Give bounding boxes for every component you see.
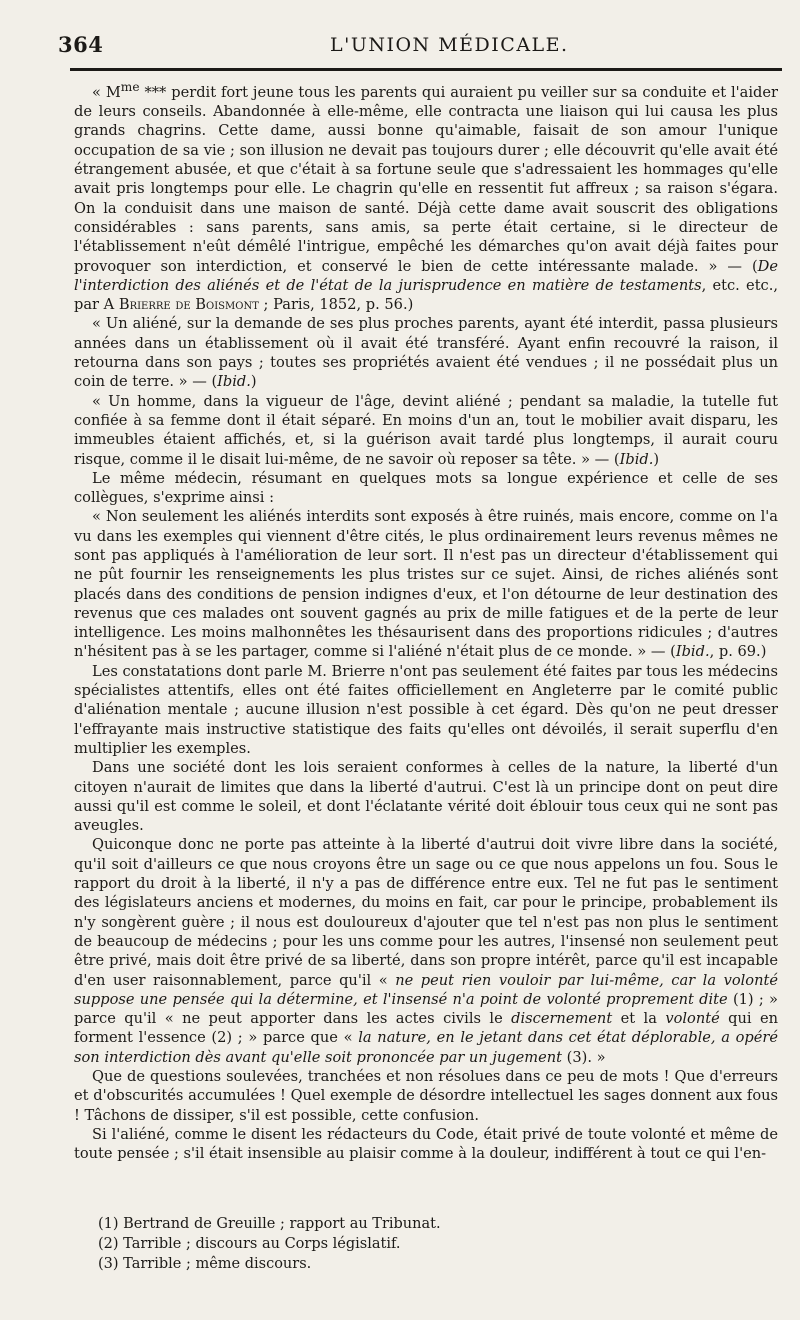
small-caps-run: Brierre de Boismont <box>118 296 259 314</box>
page-header <box>0 28 800 64</box>
footnote: (3) Tarrible ; même discours. <box>98 1256 312 1272</box>
text-run: qui en forment l'essence (2) ; » parce que « <box>74 1010 778 1047</box>
italic-run: Ibid. <box>675 643 710 661</box>
text-run: Les constatations dont parle M. Brierre n'ont pas seulement été faites par tous les médecins spécialistes attentifs, elles ont été faites officiellement en Angleterre par le comité public d'aliénation mentale ; aucune illusion n'est possible à cet égard. Dès qu'on ne peut dresser l'effrayante mais instructive statistique des faits qu'elles ont dévoilés, il serait superflu d'en multiplier les exemples. <box>74 662 778 757</box>
text-run: (3). » <box>562 1048 606 1066</box>
page-number: 364 <box>58 32 104 57</box>
text-run: ) <box>653 450 660 468</box>
footnote: (2) Tarrible ; discours au Corps législatif. <box>98 1236 401 1252</box>
paragraph <box>74 758 778 835</box>
paragraph <box>74 662 778 758</box>
text-run: , etc. etc., par A <box>74 276 779 314</box>
text-run: Le même médecin, résumant en quelques mots sa longue expérience et celle de ses collègues, s'exprime ainsi : <box>74 469 778 507</box>
italic-run: ne peut rien vouloir par lui-même, car la volonté suppose une pensée qui la détermine, et l'insensé n'a point de volonté proprement dite <box>74 971 778 1008</box>
superscript-run: me <box>120 80 140 94</box>
text-run: Si l'aliéné, comme le disent les rédacteurs du Code, était privé de toute volonté et même de toute pensée ; s'il était insensible au plaisir comme à la douleur, indifférent à tout ce qui l'en- <box>74 1125 778 1163</box>
paragraph <box>74 1125 778 1164</box>
paragraph <box>74 392 778 469</box>
italic-run: De l'interdiction des aliénés et de l'état de la jurisprudence en matière de testaments <box>74 257 778 294</box>
text-run: « M <box>92 83 121 101</box>
text-run: ; Paris, 1852, p. 56.) <box>258 296 414 314</box>
text-run: et la <box>612 1010 666 1028</box>
text-run: Quiconque donc ne porte pas atteinte à la liberté d'autrui doit vivre libre dans la société, qu'il soit d'ailleurs ce que nous croyons être un sage ou ce que nous appelons un fou. Sous le rapport du droit à la liberté, il n'y a pas de différence entre eux. Tel ne fut pas le sentiment des législateurs anciens et modernes, du moins en fait, car pour le principe, probablement ils n'y songèrent guère ; il nous est douloureux d'ajouter que tel n'est pas non plus le sentiment de beaucoup de médecins ; pour les uns comme pour les autres, l'insensé non seulement peut être privé, mais doit être privé de sa liberté, dans son propre intérêt, parce qu'il est incapable d'en user raisonnablement, parce qu'il « <box>74 836 778 989</box>
text-run: Que de questions soulevées, tranchées et non résolues dans ce peu de mots ! Que d'erreurs et d'obscurités accumulées ! Quel exemple de désordre intellectuel les sages donnent aux fous ! Tâchons de dissiper, s'il est possible, cette confusion. <box>74 1068 778 1124</box>
text-run: , p. 69.) <box>709 643 767 661</box>
italic-run: discernement <box>511 1010 613 1028</box>
italic-run: la nature, en le jetant dans cet état déplorable, a opéré son interdiction dès avant qu'elle soit prononcée par un jugement <box>74 1029 778 1066</box>
footnotes <box>98 1214 758 1274</box>
body-text <box>74 78 778 1163</box>
text-run: « Non seulement les aliénés interdits sont exposés à être ruinés, mais encore, comme on l'a vu dans les exemples qui viennent d'être cités, le plus ordinairement leurs revenus mêmes ne sont pas appliqués à l'amélioration de leur sort. Il n'est pas un directeur d'établissement qui ne pût fournir les renseignements les plus tristes sur ce sujet. Ainsi, de riches aliénés sont placés dans des conditions de pension indignes d'eux, et l'on détourne de leur destination des revenus que ces malades ont souvent gagnés au prix de mille fatigues et de la perte de leur intelligence. Les moins malhonnêtes les thésaurisent dans des proportions ridicules ; d'autres n'hésitent pas à se les partager, comme si l'aliéné n'était plus de ce monde. » — ( <box>74 508 778 661</box>
text-run: (1) ; » parce qu'il « ne peut apporter dans les actes civils le <box>74 990 778 1028</box>
paragraph <box>74 507 778 661</box>
italic-run: volonté <box>665 1010 720 1028</box>
text-run: « Un aliéné, sur la demande de ses plus proches parents, ayant été interdit, passa plusieurs années dans un établissement où il avait été transféré. Ayant enfin recouvré la raison, il retourna dans son pays ; toutes ses propriétés avaient été vendues ; il ne possédait plus un coin de terre. » — ( <box>74 315 778 391</box>
paragraph <box>74 78 778 314</box>
paragraph <box>74 1067 778 1125</box>
text-run: « Un homme, dans la vigueur de l'âge, devint aliéné ; pendant sa maladie, la tutelle fut confiée à sa femme dont il était séparé. En moins d'un an, tout le mobilier avait disparu, les immeubles étaient affichés, et, si la guérison avait tardé plus longtemps, il aurait couru risque, comme il le disait lui-même, de ne savoir où reposer sa tête. » — ( <box>74 392 778 468</box>
header-rule <box>70 68 782 71</box>
paragraph <box>74 469 778 508</box>
italic-run: Ibid. <box>619 450 654 468</box>
text-run: *** perdit fort jeune tous les parents qui auraient pu veiller sur sa conduite et l'aider de leurs conseils. Abandonnée à elle-même, elle contracta une liaison qui lui causa les plus grands chagrins. Cette dame, aussi bonne qu'aimable, faisait de son amour l'unique occupation de sa vie ; son illusion ne devait pas toujours durer ; elle découvrit qu'elle avait été étrangement abusée, et que c'était à sa fortune seule que s'adressaient les hommages qu'elle avait pris longtemps pour elle. Le chagrin qu'elle en ressentit fut affreux ; sa raison s'égara. On la conduisit dans une maison de santé. Déjà cette dame avait souscrit des obligations considérables : sans parents, sans amis, sa perte était certaine, si le directeur de l'établissement n'eût démêlé l'intrigue, empêché les démarches qu'on avait déjà faites pour provoquer son interdiction, et conservé le bien de cette intéressante malade. » — ( <box>74 83 779 275</box>
italic-run: Ibid. <box>217 373 251 391</box>
text-run: Dans une société dont les lois seraient conformes à celles de la nature, la liberté d'un citoyen n'aurait de limites que dans la liberté d'autrui. C'est là un principe dont on peut dire aussi qu'il est comme le soleil, et dont l'éclatante vérité doit éblouir tous ceux qui ne sont pas aveugles. <box>74 759 778 835</box>
text-run: ) <box>250 373 257 391</box>
footnote: (1) Bertrand de Greuille ; rapport au Tribunat. <box>98 1216 441 1232</box>
running-title: L'UNION MÉDICALE. <box>330 34 569 56</box>
paragraph <box>74 835 778 1067</box>
paragraph <box>74 314 778 391</box>
